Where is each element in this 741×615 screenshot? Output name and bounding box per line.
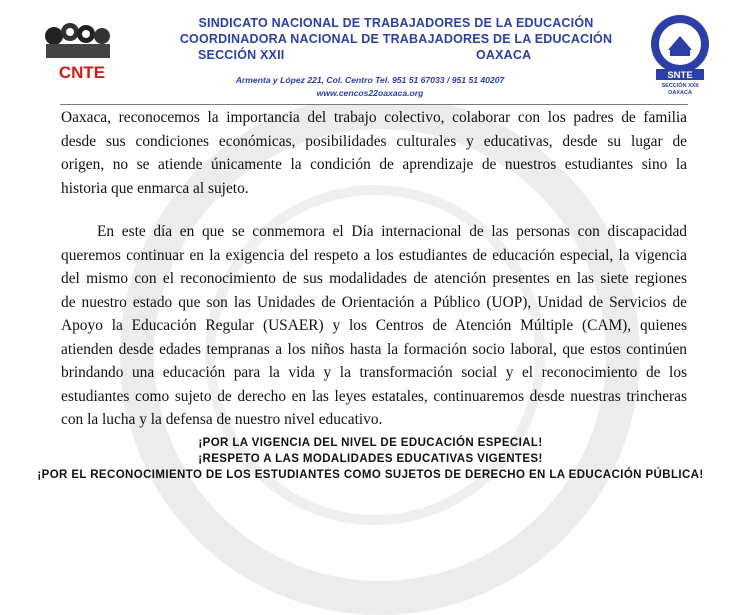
paragraph-line: del mismo con el reconocimiento de sus modalidades de atención presentes en las siete regiones	[61, 270, 687, 287]
paragraph-2	[61, 220, 687, 432]
paragraph-line: Oaxaca, reconocemos la importancia del trabajo colectivo, colaborar con los padres de familia	[61, 109, 687, 126]
paragraph-line: estudiantes como sujeto de derecho en las leyes estatales, continuaremos desde nuestras trincheras	[61, 387, 687, 405]
header-line-1: SINDICATO NACIONAL DE TRABAJADORES DE LA EDUCACIÓN	[198, 16, 594, 30]
snte-logo-text: SNTE	[667, 70, 693, 81]
paragraph-line: con la lucha y la defensa de nuestro nivel educativo.	[61, 411, 383, 428]
slogan: ¡RESPETO A LAS MODALIDADES EDUCATIVAS VIGENTES!	[198, 453, 543, 465]
header-divider	[60, 104, 688, 105]
paragraph-line: de nuestro estado que son las Unidades de Orientación a Público (UOP), Unidad de Servicios de	[61, 293, 687, 311]
header-section: SECCIÓN XXII	[198, 48, 285, 62]
paragraph-line: brindando una educación para la vida y la transformación social y el reconocimiento de los	[61, 364, 687, 381]
paragraph-line: En este día en que se conmemora el Día internacional de las personas con discapacidad	[97, 223, 687, 240]
slogans-block	[0, 435, 741, 483]
paragraph-1	[61, 106, 687, 200]
slogan: ¡POR LA VIGENCIA DEL NIVEL DE EDUCACIÓN ESPECIAL!	[198, 437, 543, 449]
paragraph-line: queremos continuar en la exigencia del respeto a los estudiantes de educación especial, la vigencia	[61, 246, 687, 264]
paragraph-line: origen, no se atiende únicamente la condición de aprendizaje de nuestros estudiantes sino la	[61, 156, 687, 173]
letterhead	[0, 0, 741, 104]
paragraph-line: atienden desde edades tempranas a los niños hasta la formación socio laboral, que estos continúen	[61, 340, 687, 358]
paragraph-line: Apoyo la Educación Regular (USAER) y los Centros de Atención Múltiple (CAM), quienes	[61, 317, 687, 334]
snte-logo-city: OAXACA	[668, 90, 692, 96]
header-line-2: COORDINADORA NACIONAL DE TRABAJADORES DE LA EDUCACIÓN	[179, 32, 613, 46]
paragraph-line: historia que enmarca al sujeto.	[61, 179, 249, 197]
header-address: Armenta y López 221, Col. Centro Tel. 951 51 67033 / 951 51 40207	[235, 75, 505, 85]
header-website: www.cencos22oaxaca.org	[316, 88, 424, 98]
snte-logo-section: SECCIÓN XXII	[661, 83, 699, 89]
paragraph-line: desde sus condiciones económicas, posibilidades culturales y educativas, desde su lugar de	[61, 132, 687, 150]
snte-logo	[648, 14, 712, 96]
cnte-logo	[40, 22, 124, 84]
header-city: OAXACA	[476, 48, 532, 62]
cnte-logo-text: CNTE	[58, 63, 106, 82]
slogan: ¡POR EL RECONOCIMIENTO DE LOS ESTUDIANTES COMO SUJETOS DE DERECHO EN LA EDUCACIÓN PÚBLICA!	[37, 469, 704, 481]
